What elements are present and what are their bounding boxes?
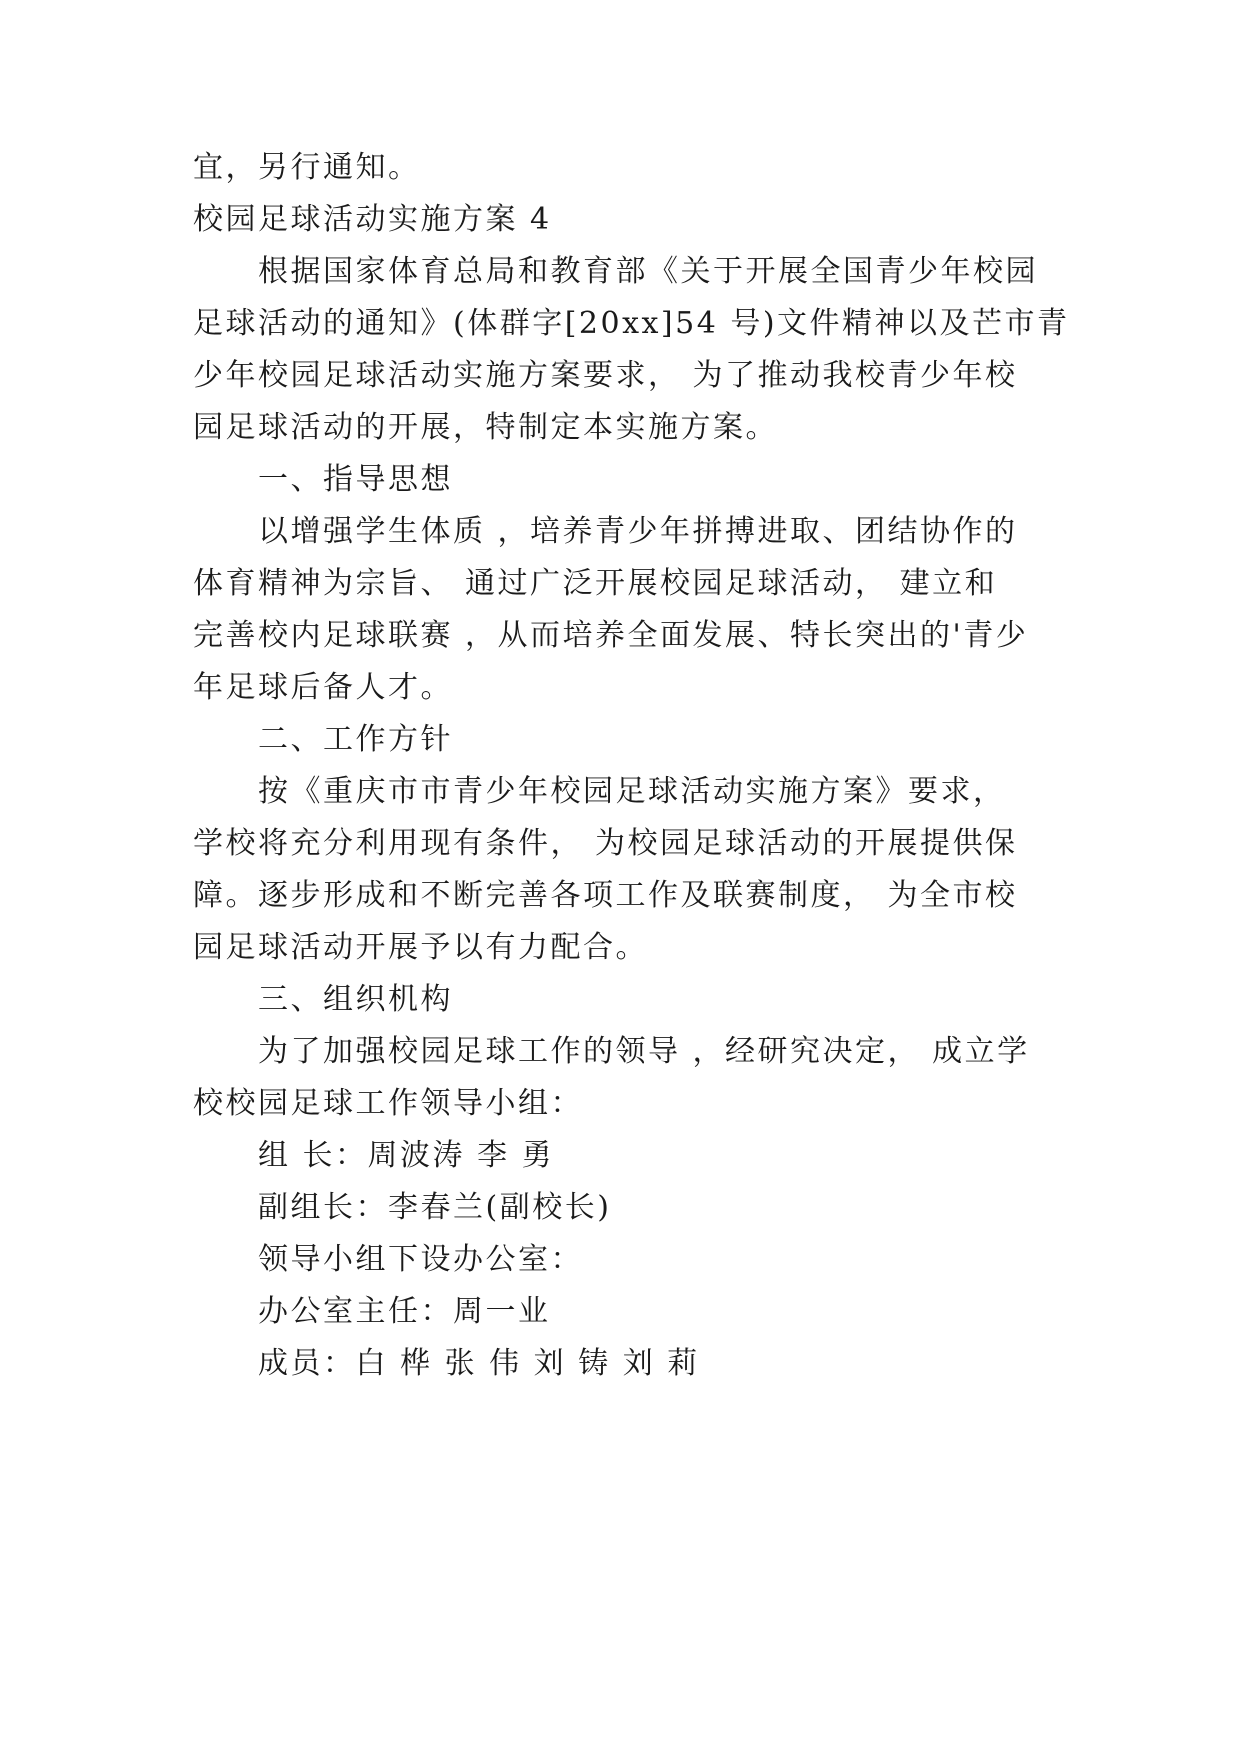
text-line: 学校将充分利用现有条件， 为校园足球活动的开展提供保: [193, 826, 1018, 861]
text-line: 足球活动的通知》(体群字[20xx]54 号)文件精神以及芒市青: [193, 306, 1070, 341]
office-line: 领导小组下设办公室：: [258, 1242, 583, 1277]
group-leader-line: 组 长：周波涛 李 勇: [258, 1138, 555, 1173]
text-line: 以增强学生体质 ，培养青少年拼搏进取、团结协作的: [258, 514, 1018, 549]
heading-work-policy: 二、工作方针: [258, 722, 453, 757]
text-line: 根据国家体育总局和教育部《关于开展全国青少年校园: [258, 254, 1038, 289]
text-line: 完善校内足球联赛 ，从而培养全面发展、特长突出的'青少: [193, 618, 1029, 653]
heading-organization: 三、组织机构: [258, 982, 453, 1017]
text-line: 障。逐步形成和不断完善各项工作及联赛制度， 为全市校: [193, 878, 1018, 913]
section-title: 校园足球活动实施方案 4: [193, 202, 552, 237]
text-line: 少年校园足球活动实施方案要求， 为了推动我校青少年校: [193, 358, 1018, 393]
text-line: 校校园足球工作领导小组：: [193, 1086, 583, 1121]
text-line: 园足球活动开展予以有力配合。: [193, 930, 648, 965]
text-line: 按《重庆市市青少年校园足球活动实施方案》要求，: [258, 774, 1006, 809]
office-director-line: 办公室主任：周一业: [258, 1294, 551, 1329]
members-line: 成员：白 桦 张 伟 刘 铸 刘 莉: [258, 1346, 700, 1381]
deputy-leader-line: 副组长：李春兰(副校长): [258, 1190, 612, 1225]
heading-guiding-thought: 一、指导思想: [258, 462, 453, 497]
text-line: 为了加强校园足球工作的领导 ，经研究决定， 成立学: [258, 1034, 1030, 1069]
text-line: 年足球后备人才。: [193, 670, 453, 705]
text-line: 宜，另行通知。: [193, 150, 421, 185]
text-line: 园足球活动的开展，特制定本实施方案。: [193, 410, 778, 445]
text-line: 体育精神为宗旨、 通过广泛开展校园足球活动， 建立和: [193, 566, 998, 601]
